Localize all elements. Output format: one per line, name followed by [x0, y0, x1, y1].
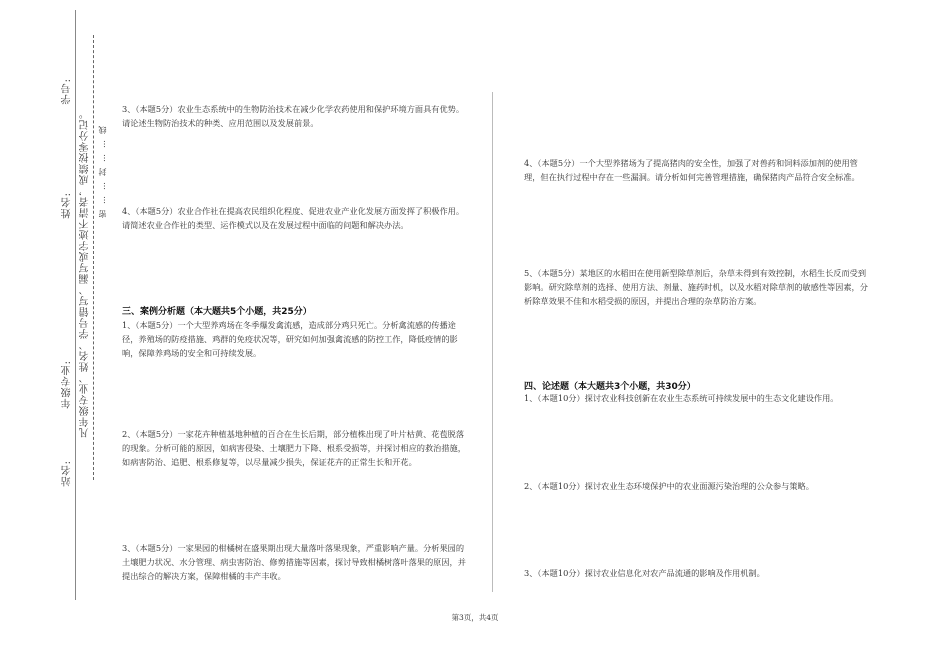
school-label: 站名:	[62, 460, 73, 487]
case-question-2: 2、（本题5分）一家花卉种植基地种植的百合在生长后期，部分植株出现了叶片枯黄、花苞脱落的现象。分析可能的原因，如病害侵染、土壤肥力下降、根系受损等，并探讨相应的救治措施，如病害防治、追肥、根系修复等，以尽量减少损失，保证花卉的正常生长和开花。	[122, 429, 466, 467]
section-3-title: 三、案例分析题（本大题共5个小题，共25分）	[122, 307, 312, 317]
essay-question-1: 1、（本题10分）探讨农业科技创新在农业生态系统可持续发展中的生态文化建设作用。	[524, 393, 839, 403]
student-id-label: 学号:	[62, 78, 73, 105]
case-question-5: 5、（本题5分）某地区的水稻田在使用新型除草剂后，杂草未得到有效控制，水稻生长反而受到影响。研究除草剂的选择、使用方法、剂量、施药时机，以及水稻对除草剂的敏感性等因素，分析除草效果不佳和水稻受损的原因，并提出合理的杂草防治方案。	[524, 268, 868, 306]
seal-line-text: 密……封……线	[98, 120, 107, 218]
column-divider	[492, 92, 493, 592]
warning-text: 凡年级专业、姓名、学号错写、漏写或字迹不清者，成绩按零分记。	[80, 108, 91, 438]
binding-margin	[0, 0, 110, 672]
question-4: 4、（本题5分）农业合作社在提高农民组织化程度、促进农业产业化发展方面发挥了积极作用。请简述农业合作社的类型、运作模式以及在发展过程中面临的问题和解决办法。	[122, 206, 465, 230]
page-footer: 第3页，共4页	[451, 613, 499, 622]
case-question-4: 4、（本题5分）一个大型养猪场为了提高猪肉的安全性，加强了对兽药和饲料添加剂的使用管理，但在执行过程中存在一些漏洞。请分析如何完善管理措施，确保猪肉产品符合安全标准。	[524, 158, 860, 182]
binding-dashed-line	[93, 35, 94, 480]
case-question-1: 1、（本题5分）一个大型养鸡场在冬季爆发禽流感，造成部分鸡只死亡。分析禽流感的传播途径，养殖场的防疫措施、鸡群的免疫状况等，研究如何加强禽流感的防控工作，降低疫情的影响，保障养鸡场的安全和可持续发展。	[122, 320, 458, 358]
major-label: 年级专业:	[62, 360, 73, 409]
binding-solid-line	[75, 10, 76, 600]
essay-question-2: 2、（本题10分）探讨农业生态环境保护中的农业面源污染治理的公众参与策略。	[524, 481, 814, 491]
case-question-3: 3、（本题5分）一家果园的柑橘树在盛果期出现大量落叶落果现象，严重影响产量。分析果园的土壤肥力状况、水分管理、病虫害防治、修剪措施等因素，探讨导致柑橘树落叶落果的原因，并提出综合的解决方案，保障柑橘的丰产丰收。	[122, 543, 466, 581]
essay-question-3: 3、（本题10分）探讨农业信息化对农产品流通的影响及作用机制。	[524, 568, 765, 578]
section-4-title: 四、论述题（本大题共3个小题，共30分）	[524, 382, 696, 392]
question-3: 3、（本题5分）农业生态系统中的生物防治技术在减少化学农药使用和保护环境方面具有优势。请论述生物防治技术的种类、应用范围以及发展前景。	[122, 104, 465, 128]
name-label: 姓名:	[62, 192, 73, 219]
